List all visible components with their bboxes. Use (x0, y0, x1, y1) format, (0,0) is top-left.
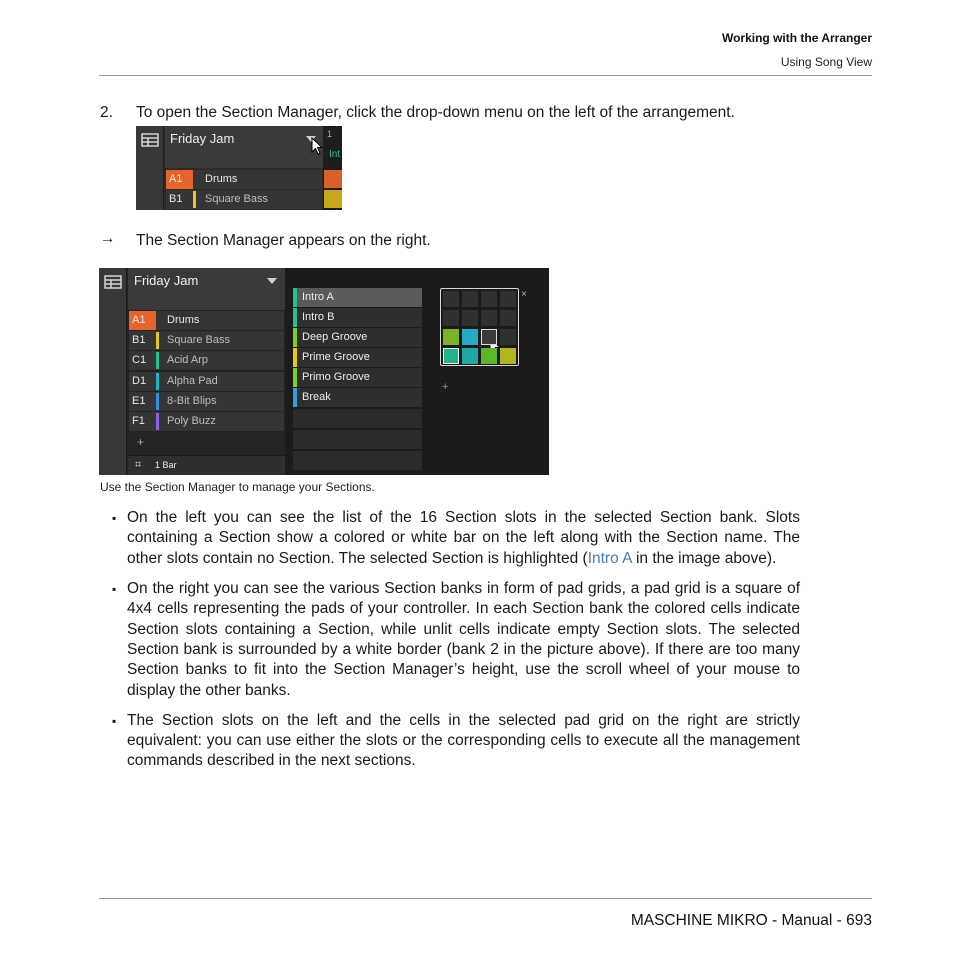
pattern-row[interactable] (129, 311, 284, 330)
pad-cell[interactable] (462, 329, 478, 345)
pattern-slot-label: B1 (132, 334, 146, 346)
section-name: Prime Groove (302, 351, 370, 363)
pattern-slot-label: F1 (132, 415, 145, 427)
pad-cell[interactable] (481, 310, 497, 326)
chapter-title: Working with the Arranger (721, 31, 872, 45)
section-color-bar (293, 288, 297, 307)
section-slot-empty[interactable] (293, 430, 422, 449)
pad-cell[interactable] (500, 310, 516, 326)
section-slot[interactable] (293, 328, 422, 347)
screenshot-section-manager (99, 268, 549, 475)
pattern-color-bar (156, 332, 159, 349)
timeline-section-label: Int (329, 149, 341, 160)
scene-icon-column (99, 268, 127, 475)
result-text: The Section Manager appears on the right. (136, 232, 431, 249)
bullet-text: On the right you can see the various Section banks in form of pad grids, a pad grid is a square of 4x4 cells representing the pads of your controller. In each Section bank the colored cells indicate Section slots containing a Section, while unlit cells indicate empty Section slots. The selected Section bank is surrounded by a white border (bank 2 in the picture above). If there are too many Section banks to fit into the Section Manager’s height, use the scroll wheel of your mouse to display the other banks. (127, 579, 800, 699)
bullet-text: On the left you can see the list of the 16 Section slots in the selected Section bank. Slots containing a Section show a colored or white bar on the left along with the Section name. The other slots contain no Section. The selected Section is highlighted ( (127, 509, 800, 567)
pattern-name: Square Bass (205, 193, 268, 205)
bullet-text: The Section slots on the left and the cells in the selected pad grid on the right are strictly equivalent: you can use either the slots or the corresponding cells to execute all the management commands described in the next sections. (127, 711, 800, 770)
bullet-list (112, 508, 800, 781)
add-bank-button[interactable]: + (442, 381, 449, 393)
figure-caption: Use the Section Manager to manage your Sections. (100, 480, 375, 494)
pad-cell[interactable] (462, 291, 478, 307)
header-divider (99, 75, 872, 76)
pattern-row[interactable] (129, 392, 284, 411)
pattern-slot-label: B1 (169, 193, 183, 205)
close-icon[interactable]: × (521, 289, 527, 300)
section-slot-empty[interactable] (293, 409, 422, 428)
scene-list-icon (136, 126, 164, 150)
section-slot[interactable] (293, 288, 422, 307)
section-slot[interactable] (293, 388, 422, 407)
section-color-bar (293, 348, 297, 367)
footer-divider (99, 898, 872, 899)
bottom-bar (128, 455, 285, 475)
pattern-name: Square Bass (167, 334, 230, 346)
section-slot[interactable] (293, 308, 422, 327)
pad-cell[interactable] (462, 348, 478, 364)
result-arrow: → (100, 230, 116, 247)
bullet-item (112, 508, 800, 569)
bullet-text: in the image above). (631, 549, 777, 567)
pattern-name: Drums (167, 314, 200, 326)
section-name: Primo Groove (302, 371, 370, 383)
scene-icon-column (136, 126, 164, 210)
pattern-name: Alpha Pad (167, 375, 218, 387)
section-color-bar (293, 308, 297, 327)
pattern-color-bar (156, 393, 159, 410)
section-color-bar (293, 388, 297, 407)
section-name: Deep Groove (302, 331, 368, 343)
section-name: Intro A (302, 291, 334, 303)
pad-cell[interactable] (500, 329, 516, 345)
timeline-clip-bass (324, 190, 342, 208)
pattern-name: Acid Arp (167, 354, 208, 366)
step-text: To open the Section Manager, click the drop-down menu on the left of the arrangement. (136, 104, 735, 121)
section-slot[interactable] (293, 368, 422, 387)
bullet-item (112, 711, 800, 772)
bullet-marker: ▪ (112, 581, 117, 596)
section-color-bar (293, 368, 297, 387)
pattern-row[interactable] (129, 331, 284, 350)
pad-cell[interactable] (500, 348, 516, 364)
section-color-bar (293, 328, 297, 347)
section-name: Intro B (302, 311, 335, 323)
highlighted-section-name: Intro A (587, 549, 632, 567)
scene-title: Friday Jam (170, 131, 235, 146)
section-slot[interactable] (293, 348, 422, 367)
bullet-marker: ▪ (112, 713, 117, 728)
add-group-button[interactable]: + (137, 435, 145, 449)
pad-cell[interactable] (443, 348, 459, 364)
bullet-item (112, 579, 800, 701)
pad-cell[interactable] (481, 348, 497, 364)
pad-cell[interactable] (481, 329, 497, 345)
section-slot-empty[interactable] (293, 451, 422, 470)
pattern-slot-label: C1 (132, 354, 147, 366)
pattern-color-bar (156, 413, 159, 430)
pad-cell[interactable] (481, 291, 497, 307)
pad-cell[interactable] (443, 310, 459, 326)
section-title: Using Song View (780, 55, 872, 69)
bullet-marker: ▪ (112, 511, 117, 525)
section-name: Break (302, 391, 331, 403)
page-footer: MASCHINE MIKRO - Manual - 693 (630, 912, 872, 929)
section-dropdown-arrow-icon[interactable] (267, 278, 277, 284)
pattern-color-bar (156, 352, 159, 369)
scene-list-icon (99, 268, 127, 292)
pattern-name: 8-Bit Blips (167, 395, 217, 407)
timeline-bar-number: 1 (327, 129, 333, 139)
pattern-color-bar (193, 191, 196, 208)
pattern-row[interactable] (129, 372, 284, 391)
step-number: 2. (100, 104, 113, 121)
pattern-name: Drums (205, 173, 238, 185)
pattern-row[interactable] (166, 170, 322, 189)
screenshot-dropdown-menu (136, 126, 342, 210)
pattern-slot-label: A1 (166, 170, 193, 189)
pattern-color-bar (156, 373, 159, 390)
pad-cell[interactable] (443, 329, 459, 345)
pattern-row[interactable] (166, 190, 322, 209)
pad-cell[interactable] (500, 291, 516, 307)
scene-title: Friday Jam (134, 273, 199, 288)
pattern-row[interactable] (129, 351, 284, 370)
timeline-clip-drums (324, 170, 342, 188)
grid-icon[interactable]: ⌗ (135, 459, 142, 471)
pattern-slot-label: D1 (132, 375, 147, 387)
pad-cell[interactable] (443, 291, 459, 307)
bar-length-label[interactable]: 1 Bar (155, 460, 177, 470)
pattern-row[interactable] (129, 412, 284, 431)
pattern-slot-label: E1 (132, 395, 146, 407)
pad-cell[interactable] (462, 310, 478, 326)
pattern-slot-label: A1 (129, 311, 156, 330)
pattern-name: Poly Buzz (167, 415, 216, 427)
